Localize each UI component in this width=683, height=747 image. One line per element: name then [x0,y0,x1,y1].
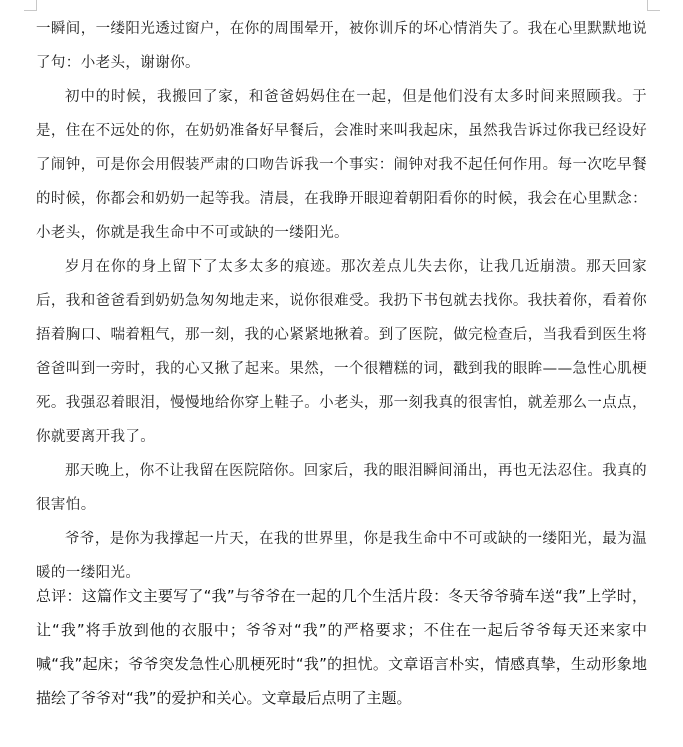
paragraph-5: 爷爷，是你为我撑起一片天，在我的世界里，你是我生命中不可或缺的一缕阳光，最为温暖的一缕阳光。 [36,531,647,581]
page-corner-mark-left [24,0,37,11]
page-corner-mark-right [647,0,660,11]
paragraph-4: 那天晚上，你不让我留在医院陪你。回家后，我的眼泪瞬间涌出，再也无法忍住。我真的很害怕。 [36,463,647,513]
teacher-comment: 总评：这篇作文主要写了“我”与爷爷在一起的几个生活片段：冬天爷爷骑车送“我”上学时，让“我”将手放到他的衣服中；爷爷对“我”的严格要求；不住在一起后爷爷每天还来家中喊“我”起床；爷爷突发急性心肌梗死时“我”的担忧。文章语言朴实，情感真挚，生动形象地描绘了爷爷对“我”的爱护和关心。文章最后点明了主题。 [36,587,647,707]
essay-body [36,12,647,590]
paragraph-2: 初中的时候，我搬回了家，和爸爸妈妈住在一起，但是他们没有太多时间来照顾我。于是，住在不远处的你，在奶奶准备好早餐后，会准时来叫我起床，虽然我告诉过你我已经设好了闹钟，可是你会用假装严肃的口吻告诉我一个事实：闹钟对我不起任何作用。每一次吃早餐的时候，你都会和奶奶一起等我。清晨，在我睁开眼迎着朝阳看你的时候，我会在心里默念：小老头，你就是我生命中不可或缺的一缕阳光。 [36,89,647,241]
paragraph-1: 一瞬间，一缕阳光透过窗户，在你的周围晕开，被你训斥的坏心情消失了。我在心里默默地说了句：小老头，谢谢你。 [36,21,647,71]
paragraph-3: 岁月在你的身上留下了太多太多的痕迹。那次差点儿失去你，让我几近崩溃。那天回家后，我和爸爸看到奶奶急匆匆地走来，说你很难受。我扔下书包就去找你。我扶着你，看着你捂着胸口、喘着粗气，那一刻，我的心紧紧地揪着。到了医院，做完检查后，当我看到医生将爸爸叫到一旁时，我的心又揪了起来。果然，一个很糟糕的词，戳到我的眼眸——急性心肌梗死。我强忍着眼泪，慢慢地给你穿上鞋子。小老头，那一刻我真的很害怕，就差那么一点点，你就要离开我了。 [36,259,647,445]
